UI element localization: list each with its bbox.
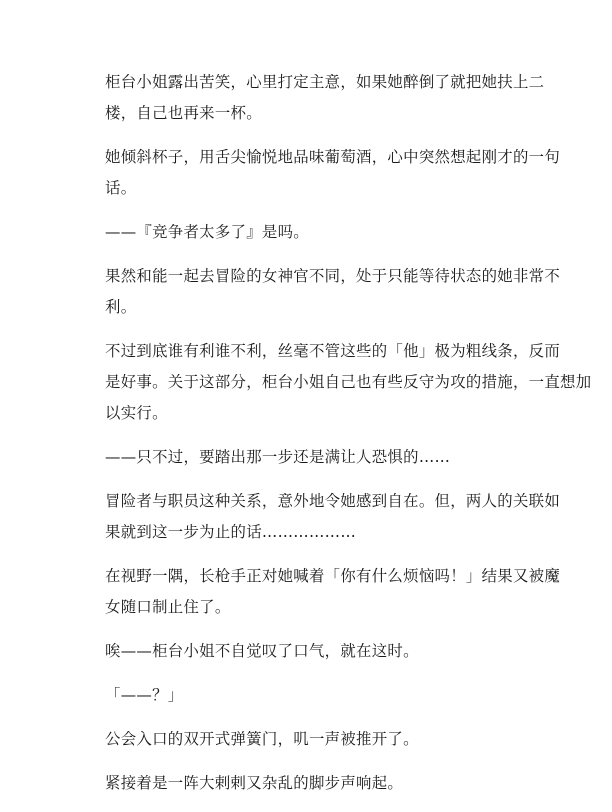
paragraph — [88, 261, 561, 323]
text-line: 果就到这一步为止的话……………… — [105, 523, 357, 541]
text-line: 以实行。 — [105, 404, 168, 422]
paragraph — [88, 561, 561, 623]
text-line: ——『竞争者太多了』是吗。 — [105, 223, 309, 241]
text-line: 利。 — [105, 298, 137, 316]
text-line: 她倾斜杯子，用舌尖愉悦地品味葡萄酒，心中突然想起刚才的一句 — [105, 148, 561, 166]
text-line: 果然和能一起去冒险的女神官不同，处于只能等待状态的她非常不 — [105, 267, 561, 285]
body-text — [88, 67, 592, 812]
text-line: 冒险者与职员这种关系，意外地令她感到自在。但，两人的关联如 — [105, 492, 561, 510]
text-line: 不过到底谁有利谁不利，丝毫不管这些的「他」极为粗线条，反而 — [105, 342, 561, 360]
paragraph — [88, 768, 528, 799]
text-line: 紧接着是一阵大剌剌又杂乱的脚步声响起。 — [105, 774, 404, 792]
text-line: 楼，自己也再来一杯。 — [105, 104, 262, 122]
paragraph — [88, 67, 545, 129]
text-line: ——只不过，要踏出那一步还是满让人恐惧的…… — [105, 448, 451, 466]
paragraph — [88, 442, 528, 473]
text-line: 公会入口的双开式弹簧门，叽一声被推开了。 — [105, 730, 419, 748]
text-line: 在视野一隅，长枪手正对她喊着「你有什么烦恼吗！」结果又被魔 — [105, 567, 561, 585]
text-line: 是好事。关于这部分，柜台小姐自己也有些反守为攻的措施，一直想加 — [105, 373, 592, 391]
paragraph — [88, 680, 528, 711]
paragraph — [88, 336, 592, 429]
paragraph — [88, 486, 561, 548]
paragraph — [88, 636, 528, 667]
text-line: 女随口制止住了。 — [105, 598, 231, 616]
text-line: 唉——柜台小姐不自觉叹了口气，就在这时。 — [105, 642, 419, 660]
paragraph — [88, 724, 528, 755]
text-line: 「——？」 — [105, 686, 184, 704]
paragraph — [88, 142, 561, 204]
paragraph — [88, 217, 528, 248]
text-line: 柜台小姐露出苦笑，心里打定主意，如果她醉倒了就把她扶上二 — [105, 73, 545, 91]
text-line: 话。 — [105, 179, 137, 197]
